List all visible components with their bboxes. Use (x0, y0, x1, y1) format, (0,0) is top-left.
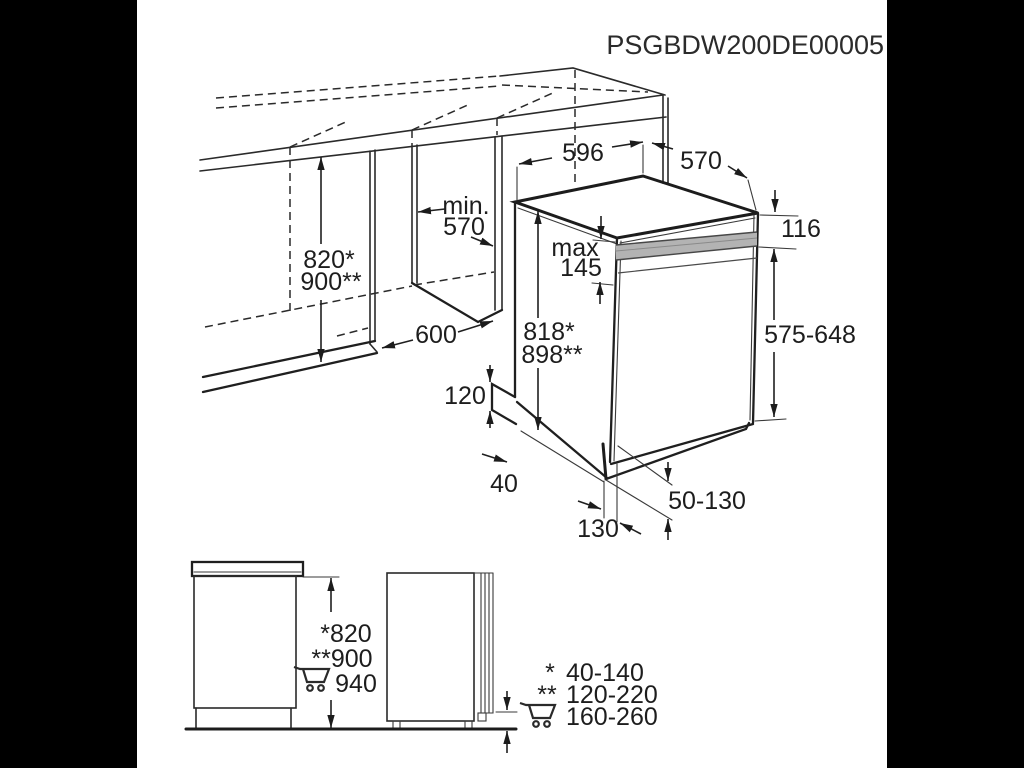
legend-marker-tall: ** (537, 681, 557, 709)
built-under-unit (192, 562, 303, 728)
dim-door-panel-range (755, 249, 856, 421)
appliance-height-std: 818* (523, 318, 575, 346)
width-label: 596 (562, 139, 604, 167)
niche-height-std: 820* (303, 246, 355, 274)
side-view (186, 562, 517, 753)
depth-label: 570 (680, 147, 722, 175)
left-letterbox (0, 0, 137, 768)
side-height-max: 940 (335, 670, 377, 698)
dim-side-heights (294, 577, 377, 728)
door-control-band (616, 232, 757, 273)
model-number: PSGBDW200DE00005 (606, 30, 884, 60)
niche-min-label: min. (442, 192, 490, 220)
niche-min-value: 570 (443, 213, 485, 241)
dim-plinth-depth-130 (577, 464, 641, 543)
dim-cabinet-depth-600 (382, 321, 493, 349)
freestanding-unit (387, 573, 493, 729)
dim-rear-recess-120 (444, 365, 490, 428)
plinth-depth-label: 130 (577, 515, 619, 543)
top-clearance-label: 116 (781, 215, 821, 243)
door-max-value: 145 (560, 254, 602, 282)
right-letterbox (887, 0, 1024, 768)
dim-width-596 (517, 139, 643, 200)
main-installation-view (200, 68, 856, 543)
dim-rear-gap-40 (482, 454, 518, 498)
side-height-std: *820 (320, 620, 372, 648)
plinth-range-label: 50-130 (668, 487, 746, 515)
legend-range-std: 40-140 (566, 659, 644, 687)
legend (520, 659, 658, 731)
door-max-label: max (551, 234, 599, 262)
appliance-height-tall: 898** (521, 341, 583, 369)
door-panel-range-label: 575-648 (764, 321, 856, 349)
dim-niche-min-570 (418, 192, 493, 246)
rear-gap-label: 40 (490, 470, 518, 498)
dim-door-max-145 (551, 216, 615, 304)
dim-door-floor-gap (496, 691, 517, 753)
legend-marker-std: * (545, 659, 555, 687)
dimensions (300, 139, 855, 543)
side-height-tall: **900 (311, 645, 373, 673)
legend-range-tall: 120-220 (566, 681, 658, 709)
legend-range-cart: 160-260 (566, 703, 658, 731)
niche-height-tall: 900** (300, 268, 362, 296)
rear-recess-label: 120 (444, 382, 486, 410)
cabinet-depth-label: 600 (415, 321, 457, 349)
dim-top-clearance-116 (759, 190, 821, 249)
